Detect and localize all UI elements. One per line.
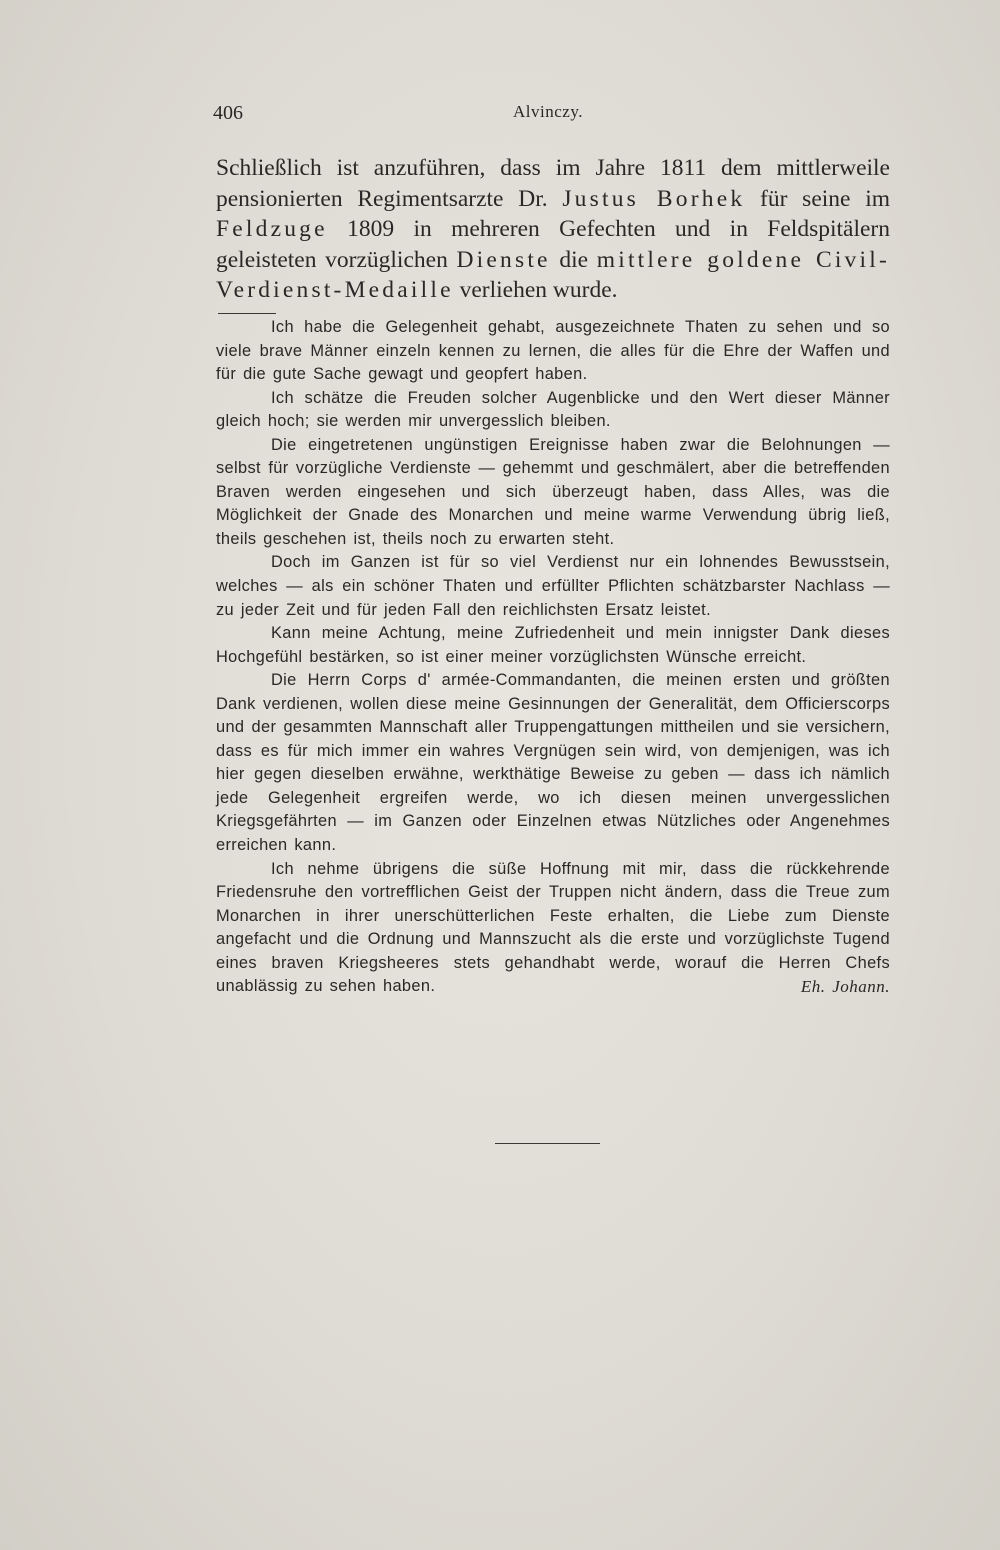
spaced-medal: mittlere goldene Civil-Verdienst-Medaille — [216, 246, 890, 303]
running-title: Alvinczy. — [513, 102, 583, 121]
intro-text-3: 1809 in mehreren Gefechten und in Feldspitälern geleisteten vorzüglichen — [216, 216, 890, 273]
signature: Eh. Johann. — [800, 977, 890, 997]
letter-paragraph: Ich habe die Gelegenheit gehabt, ausgezeichnete Thaten zu sehen und so viele brave Männer einzeln kennen zu lernen, die alles für die Ehre der Waffen und für die gute Sache gewagt und geopfert haben. — [216, 318, 890, 384]
end-rule — [495, 1143, 600, 1144]
letter-body — [216, 316, 890, 999]
intro-text-1: Schließlich ist anzuführen, dass im Jahre 1811 dem mittlerweile pensionierten Regimentsarzte Dr. — [216, 155, 890, 212]
intro-text-4: die — [550, 246, 597, 273]
spaced-dienste: Dienste — [456, 246, 551, 273]
section-divider — [218, 313, 276, 314]
intro-text-2: für seine im — [745, 185, 890, 212]
page-number: 406 — [213, 102, 243, 124]
spaced-name: Justus Borhek — [562, 185, 746, 212]
letter-paragraph: Die Herrn Corps d' armée-Commandanten, die meinen ersten und größten Dank verdienen, wollen diese meine Gesinnungen der Generalität, dem Officierscorps und der gesammten Mannschaft aller Truppengattungen mittheilen und sie versichern, dass es für mich immer ein wahres Vergnügen sein wird, von demjenigen, was ich hier gegen dieselben erwähne, werkthätige Beweise zu geben — dass ich nämlich jede Gelegenheit ergreifen werde, wo ich diesen meinen unvergesslichen Kriegsgefährten — im Ganzen oder Einzelnen etwas Nützliches oder Angenehmes erreichen kann. — [216, 671, 890, 855]
letter-paragraph: Kann meine Achtung, meine Zufriedenheit und mein innigster Dank dieses Hochgefühl bestärken, so ist einer meiner vorzüglichsten Wünsche erreicht. — [216, 624, 890, 666]
letter-closing — [216, 858, 890, 999]
letter-paragraph: Die eingetretenen ungünstigen Ereignisse haben zwar die Belohnungen — selbst für vorzügliche Verdienste — gehemmt und geschmälert, aber die betreffenden Braven werden eingesehen und sich überzeugt haben, dass Alles, was die Möglichkeit der Gnade des Monarchen und meine warme Verwendung übrig ließ, theils geschehen ist, theils noch zu erwarten steht. — [216, 435, 890, 548]
spaced-campaign: Feldzuge — [216, 216, 328, 242]
letter-paragraph: Doch im Ganzen ist für so viel Verdienst nur ein lohnendes Bewusstsein, welches — als ein schöner Thaten und erfüllter Pflichten schätzbarster Nachlass — zu jeder Zeit und für jeden Fall den reichlichsten Ersatz leistet. — [216, 553, 890, 619]
page-header — [213, 102, 890, 132]
letter-paragraph: Ich nehme übrigens die süße Hoffnung mit mir, dass die rückkehrende Friedensruhe den vortrefflichen Geist der Truppen nicht ändern, dass die Treue zum Monarchen in ihrer unerschütterlichen Feste erhalten, die Liebe zum Dienste angefacht und die Ordnung und Mannszucht als die erste und vorzüglichste Tugend eines braven Kriegsheeres stets gehandhabt werde, worauf die Herren Chefs unablässig zu sehen haben. — [216, 859, 890, 996]
intro-text-5: verliehen wurde. — [453, 277, 618, 303]
intro-paragraph — [216, 153, 890, 306]
letter-paragraph: Ich schätze die Freuden solcher Augenblicke und den Wert dieser Männer gleich hoch; sie werden mir unvergesslich bleiben. — [216, 388, 890, 431]
